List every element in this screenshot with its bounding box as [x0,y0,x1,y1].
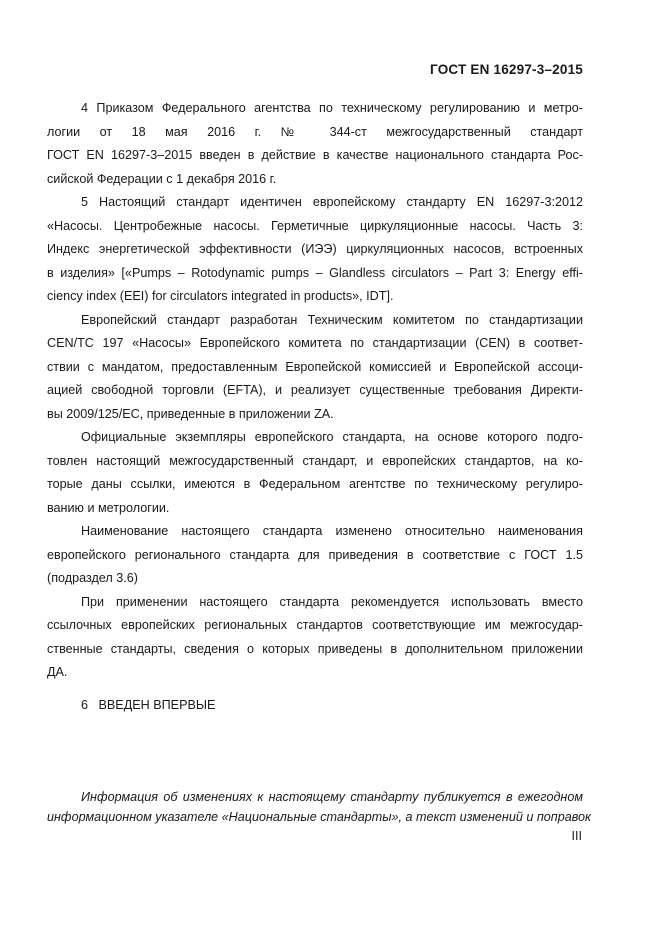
text-line: Официальные экземпляры европейского стандарта, на основе которого подго- [81,430,583,444]
text-line: CEN/TC 197 «Насосы» Европейского комитета по стандартизации (CEN) в соответ- [47,336,583,350]
document-code: ГОСТ EN 16297-3–2015 [430,62,583,77]
text-line: товлен настоящий межгосударственный стандарт, и европейских стандартов, на ко- [47,454,583,468]
text-line: «Насосы. Центробежные насосы. Герметичные циркуляционные насосы. Часть 3: [47,219,583,233]
text-line: ственные стандарты, сведения о которых приведены в дополнительном приложении [47,642,583,656]
info-notice-line: Информация об изменениях к настоящему стандарту публикуется в ежегодном [81,790,583,804]
text-line: торые даны ссылки, имеются в Федеральном агентстве по техническому регулиро- [47,477,583,491]
text-line: ciency index (EEI) for circulators integrated in products», IDT]. [47,289,394,303]
text-line: Наименование настоящего стандарта изменено относительно наименования [81,524,583,538]
text-line: При применении настоящего стандарта рекомендуется использовать вместо [81,595,583,609]
text-line: (подраздел 3.6) [47,571,138,585]
text-line: ствии с мандатом, предоставленным Европейской комиссией и Европейской ассоци- [47,360,583,374]
text-line: ванию и метрологии. [47,501,170,515]
text-line: ссылочных европейских региональных стандартов соответствующие им межгосудар- [47,618,583,632]
text-line: 4 Приказом Федерального агентства по техническому регулированию и метро- [81,101,583,115]
text-line: европейского регионального стандарта для приведения в соответствие с ГОСТ 1.5 [47,548,583,562]
text-line: 5 Настоящий стандарт идентичен европейскому стандарту EN 16297-3:2012 [81,195,583,209]
text-line: Европейский стандарт разработан Техническим комитетом по стандартизации [81,313,583,327]
text-line: вы 2009/125/EC, приведенные в приложении ZA. [47,407,334,421]
text-line: Индекс энергетической эффективности (ИЭЭ) циркуляционных насосов, встроенных [47,242,583,256]
text-line: в изделия» [«Pumps – Rotodynamic pumps – Glandless circulators – Part 3: Energy effi- [47,266,583,280]
text-line: ацией свободной торговли (EFTA), и реализует существенные требования Директи- [47,383,583,397]
info-notice-line: информационном указателе «Национальные стандарты», а текст изменений и поправок [47,810,591,824]
text-line: ДА. [47,665,68,679]
text-line: сийской Федерации с 1 декабря 2016 г. [47,172,277,186]
text-line: логии от 18 мая 2016 г. № 344-ст межгосударственный стандарт [47,125,583,139]
text-line: ГОСТ EN 16297-3–2015 введен в действие в качестве национального стандарта Рос- [47,148,583,162]
section-6-heading: 6 ВВЕДЕН ВПЕРВЫЕ [81,698,216,712]
page-number: III [571,829,582,843]
